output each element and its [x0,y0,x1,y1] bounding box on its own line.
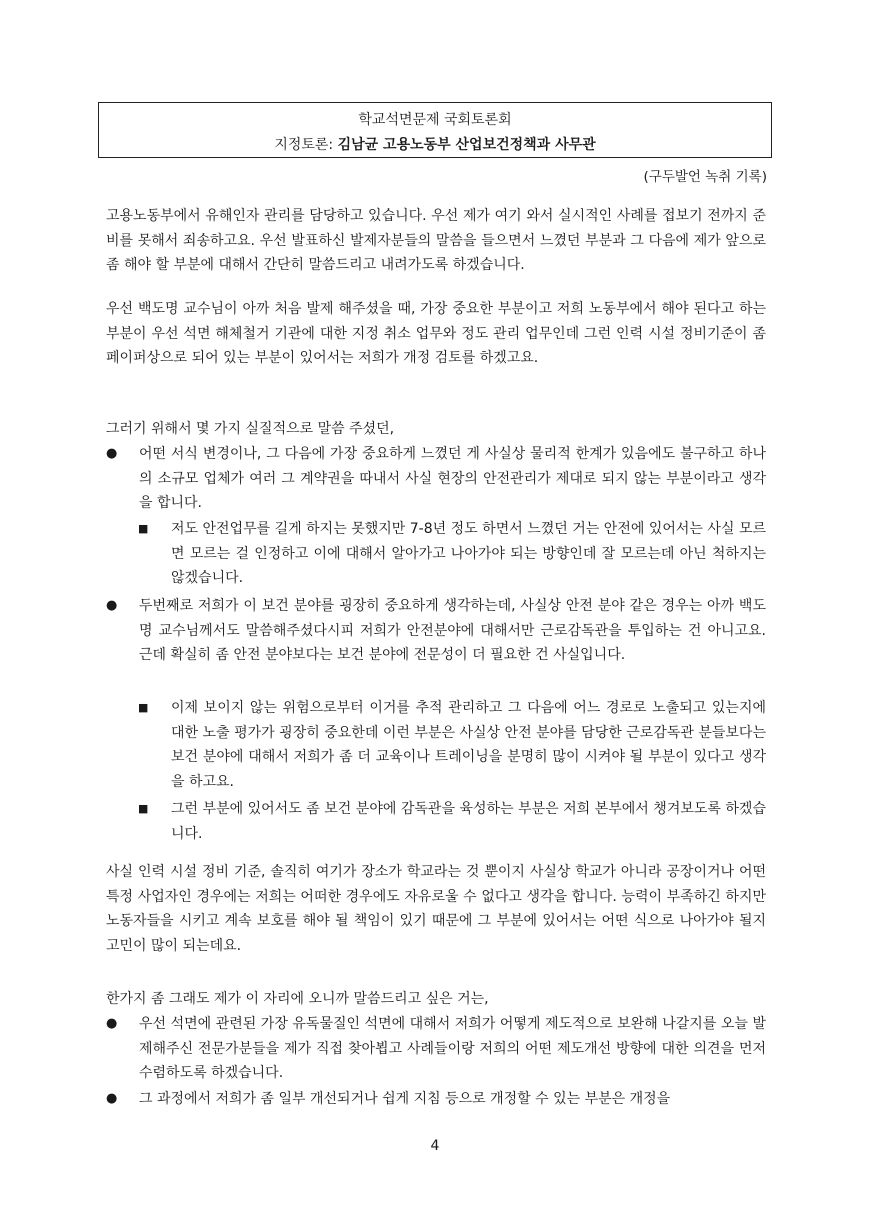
paragraph-3: 그러기 위해서 몇 가지 실질적으로 말씀 주셨던, [106,421,395,437]
sub-bullet-text: 이제 보이지 않는 위험으로부터 이거를 추적 관리하고 그 다음에 어느 경로로 노출되고 있는지에 대한 노출 평가가 굉장히 중요한데 이런 부분은 사실상 안전 분야를 담당한 근로감독관 분들보다는 보건 분야에 대해서 저희가 좀 더 교육이나 트레이닝을 분명히 많이 시켜야 될 부분이 있다고 생각을 하고요. [171,700,766,790]
sub-bullet-text: 그런 부분에 있어서도 좀 보건 분야에 감독관을 육성하는 부분은 저희 본부에서 챙겨보도록 하겠습니다. [171,801,766,842]
bullet-text: 두번째로 저희가 이 보건 분야를 굉장히 중요하게 생각하는데, 사실상 안전 분야 같은 경우는 아까 백도명 교수님께서도 말씀해주셨다시피 저희가 안전분야에 대해서만 근로감독관을 투입하는 건 아니고요. 근데 확실히 좀 안전 분야보다는 보건 분야에 전문성이 더 필요한 건 사실입니다. [139,598,766,664]
bullet-dot: ● [106,446,118,461]
bullet-dot: ● [106,1091,118,1106]
paragraph-2: 우선 백도명 교수님이 아까 처음 발제 해주셨을 때, 가장 중요한 부분이고 저희 노동부에서 해야 된다고 하는 부분이 우선 석면 해체철거 기관에 대한 지정 취소 업무와 정도 관리 업무인데 그런 인력 시설 정비기준이 좀 페이퍼상으로 되어 있는 부분이 있어서는 저희가 개정 검토를 하겠고요. [106,301,766,367]
page-number: 4 [430,1138,440,1154]
paragraph-5: 한가지 좀 그래도 제가 이 자리에 오니까 말씀드리고 싶은 거는, [106,991,489,1007]
bullet-text: 그 과정에서 저희가 좀 일부 개선되거나 쉽게 지침 등으로 개정할 수 있는 부분은 개정을 [139,1091,671,1107]
bullet-dot: ● [106,1016,118,1031]
speaker-line [99,134,771,154]
bullet-dot: ● [106,598,118,613]
transcript-note: (구두발언 녹취 기록) [643,169,767,185]
speaker-prefix: 지정토론: [274,137,338,153]
paragraph-4: 사실 인력 시설 정비 기준, 솔직히 여기가 장소가 학교라는 것 뿐이지 사실상 학교가 아니라 공장이거나 어떤 특정 사업자인 경우에는 저희는 어떠한 경우에도 자유로울 수 없다고 생각을 합니다. 능력이 부족하긴 하지만 노동자들을 시키고 계속 보호를 해야 될 책임이 있기 때문에 그 부분에 있어서는 어떤 식으로 나아가야 될지 고민이 많이 되는데요. [106,864,766,954]
bullet-text: 우선 석면에 관련된 가장 유독물질인 석면에 대해서 저희가 어떻게 제도적으로 보완해 나갈지를 오늘 발제해주신 전문가분들을 제가 직접 찾아뵙고 사례들이랑 저희의 어떤 제도개선 방향에 대한 의견을 먼저 수렴하도록 하겠습니다. [139,1016,766,1082]
paragraph-1: 고용노동부에서 유해인자 관리를 담당하고 있습니다. 우선 제가 여기 와서 실시적인 사례를 접보기 전까지 준비를 못해서 죄송하고요. 우선 발표하신 발제자분들의 말씀을 들으면서 느꼈던 부분과 그 다음에 제가 앞으로 좀 해야 할 부분에 대해서 간단히 말씀드리고 내려가도록 하겠습니다. [106,208,766,274]
bullet-text: 어떤 서식 변경이나, 그 다음에 가장 중요하게 느꼈던 게 사실상 물리적 한계가 있음에도 불구하고 하나의 소규모 업체가 여러 그 계약권을 따내서 사실 현장의 안전관리가 제대로 되지 않는 부분이라고 생각을 합니다. [139,446,766,512]
square-bullet: ■ [138,522,149,535]
title-box [98,102,772,158]
event-title: 학교석면문제 국회토론회 [358,112,512,128]
speaker-name: 김남균 고용노동부 산업보건정책과 사무관 [337,137,596,153]
square-bullet: ■ [138,701,149,714]
sub-bullet-text: 저도 안전업무를 길게 하지는 못했지만 7-8년 정도 하면서 느꼈던 거는 안전에 있어서는 사실 모르면 모르는 걸 인정하고 이에 대해서 알아가고 나아가야 되는 방향인데 잘 모르는데 아닌 척하지는 않겠습니다. [171,521,766,587]
square-bullet: ■ [138,802,149,815]
